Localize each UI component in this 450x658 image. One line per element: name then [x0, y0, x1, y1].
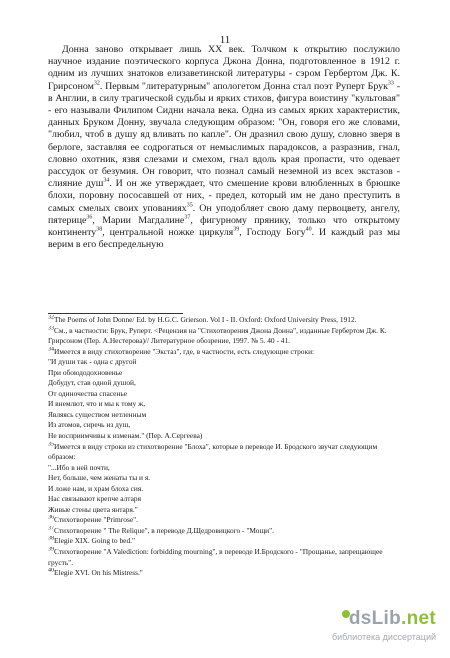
footnote-text: The Poems of John Donne/ Ed. by H.G.C. Grierson. Vol I - II. Oxford: Oxford University Press, 1912.	[54, 315, 357, 324]
footnote-text: Стихотворение "Primrose".	[54, 515, 138, 525]
poem-line: Являясь существом нетленным	[48, 409, 147, 419]
footnote-text: Стихотворение " The Relique", в переводе Д.Щедровицкого - "Мощи".	[54, 525, 274, 535]
footnote-text: См., в частности: Брук, Руперт. <Рецензия на "Стихотворения Джона Донна", изданные Гербертом Дж. К. Грирсоном (Пер. А.Нестерова)// Литературное обозрение, 1997. № 5. 40 - 41.	[48, 325, 387, 346]
footnote-number: 40	[48, 568, 54, 574]
body-text: . Он уподобляет свою даму первоцвету, ангелу, пятерице	[48, 202, 400, 226]
body-text: , Марии Магдалине	[92, 214, 185, 226]
poem-line: И внемлют, что и мы к тому ж,	[48, 399, 146, 409]
footnote-number: 34	[48, 346, 54, 353]
body-text: . Первым "литературным" апологетом Донна стал поэт Руперт Брук	[99, 80, 388, 92]
footnote-38	[48, 536, 404, 547]
poem-line: И ложе нам, и храм блоха сия.	[48, 483, 144, 493]
body-text: Донна заново открывает лишь XX век. Толчком к открытию послужило научное издание поэтического корпуса Джона Донна, подготовленное в 1912 г. одним из лучших знатоков елизаветинской литературы - сэром Гербертом Дж. К. Грирсоном	[48, 44, 400, 92]
logo-tld: .net	[401, 608, 436, 629]
body-paragraph	[48, 44, 400, 251]
logo-main: dsLib	[348, 608, 402, 629]
footnote-ref[interactable]: 33	[387, 80, 394, 87]
poem-line: При обоюдодохновенье	[48, 367, 123, 377]
footnote-ref[interactable]: 39	[233, 226, 240, 233]
footnote-ref[interactable]: 35	[186, 202, 193, 209]
page-number: 11	[219, 34, 231, 46]
poem-line: Не восприимчивы к изменам." (Пер. А.Сергеева)	[48, 431, 203, 441]
footnote-ref[interactable]: 38	[96, 226, 103, 233]
poem-line: "...Ибо в ней почти,	[48, 462, 110, 472]
footnote-number: 36	[48, 515, 54, 521]
footnote-separator	[48, 313, 183, 314]
footnote-39	[48, 547, 404, 568]
footnote-number: 37	[48, 525, 54, 532]
poem-line: Из атомов, сиречь из душ,	[48, 420, 131, 430]
body-text: , Господу Богу	[239, 227, 306, 239]
footnote-34	[48, 347, 404, 358]
footnote-ref[interactable]: 34	[103, 177, 110, 184]
footnote-text: Стихотворение "A Valediction: forbidding mourning", в переводе И.Бродского - "Прощанье, запрещающее грусть".	[48, 547, 383, 567]
footnote-33	[48, 326, 404, 347]
body-text: . И он же утверждает, что смешение крови влюбленных в брюшке блохи, поровну пососавшей от них, - предел, который им не дано преступить в самых смелых своих упованиях	[48, 178, 400, 214]
footnote-number: 39	[48, 547, 54, 553]
footnote-37	[48, 526, 404, 537]
poem-line: От одиночества спасенье	[48, 388, 128, 398]
body-text: , центральной ножке циркуля	[102, 227, 234, 239]
footnote-text: Elegie XIX. Going to bed."	[54, 536, 136, 546]
footnote-text: Имеется в виду строки из стихотворение "Блоха", которые в переводе И. Бродского звучат следующим образом:	[48, 441, 378, 462]
footnote-number: 33	[48, 325, 54, 332]
footnotes	[48, 315, 404, 579]
footnote-number: 38	[48, 536, 54, 543]
poem-line: Нет, больше, чем женаты ты и я.	[48, 473, 151, 483]
watermark-logo	[349, 608, 436, 630]
footnote-ref[interactable]: 36	[86, 214, 93, 221]
footnote-text: Имеется в виду стихотворение "Экстаз", где, в частности, есть следующие строки:	[54, 346, 315, 356]
footnote-number: 35	[48, 441, 54, 448]
poem-line: Нас связывают крепче алтаря	[48, 494, 141, 504]
footnote-40	[48, 568, 404, 579]
poem-line: Живые стены цвета янтаря."	[48, 504, 138, 514]
poem-line: Добудут, став одной душой,	[48, 378, 136, 388]
footnote-36	[48, 515, 404, 526]
footnote-text: Elegie XVI. On his Mistress."	[54, 568, 143, 578]
body-text: . И каждый раз мы верим в его беспредельную	[48, 227, 401, 251]
footnote-35	[48, 442, 404, 463]
footnote-ref[interactable]: 37	[184, 214, 191, 221]
watermark-caption: библиотека диссертаций	[331, 632, 436, 642]
footnote-ref[interactable]: 32	[93, 80, 100, 87]
site-watermark	[296, 608, 436, 648]
footnote-number: 32	[48, 315, 54, 321]
body-text: , фигурному прянику, только что открытому континенту	[48, 214, 400, 239]
poem-line: "И души так - одна с другой	[48, 357, 137, 367]
footnote-32	[48, 315, 404, 326]
footnote-ref[interactable]: 40	[305, 226, 312, 233]
body-text: - в Англии, в силу трагической судьбы и ярких стихов, фигура воистину "культовая" - его называли Филипом Сидни начала века. Одна из самых ярких характеристик, данных Бруком Донну, звучала следующим образом: "Он, говоря его же словами, "любил, чтоб в душу яд вливать по капле". Он дразнил свою душу, словно зверя в берлоге, заставляя ее содрогаться от немыслимых парадоксов, а разразнив, гнал, словно охотник, язвя слезами и смехом, гнал вдоль края пропасти, что одевает рассудок от безумия. Он говорит, что познал самый неземной из всех экстазов - слияние душ	[48, 80, 400, 190]
